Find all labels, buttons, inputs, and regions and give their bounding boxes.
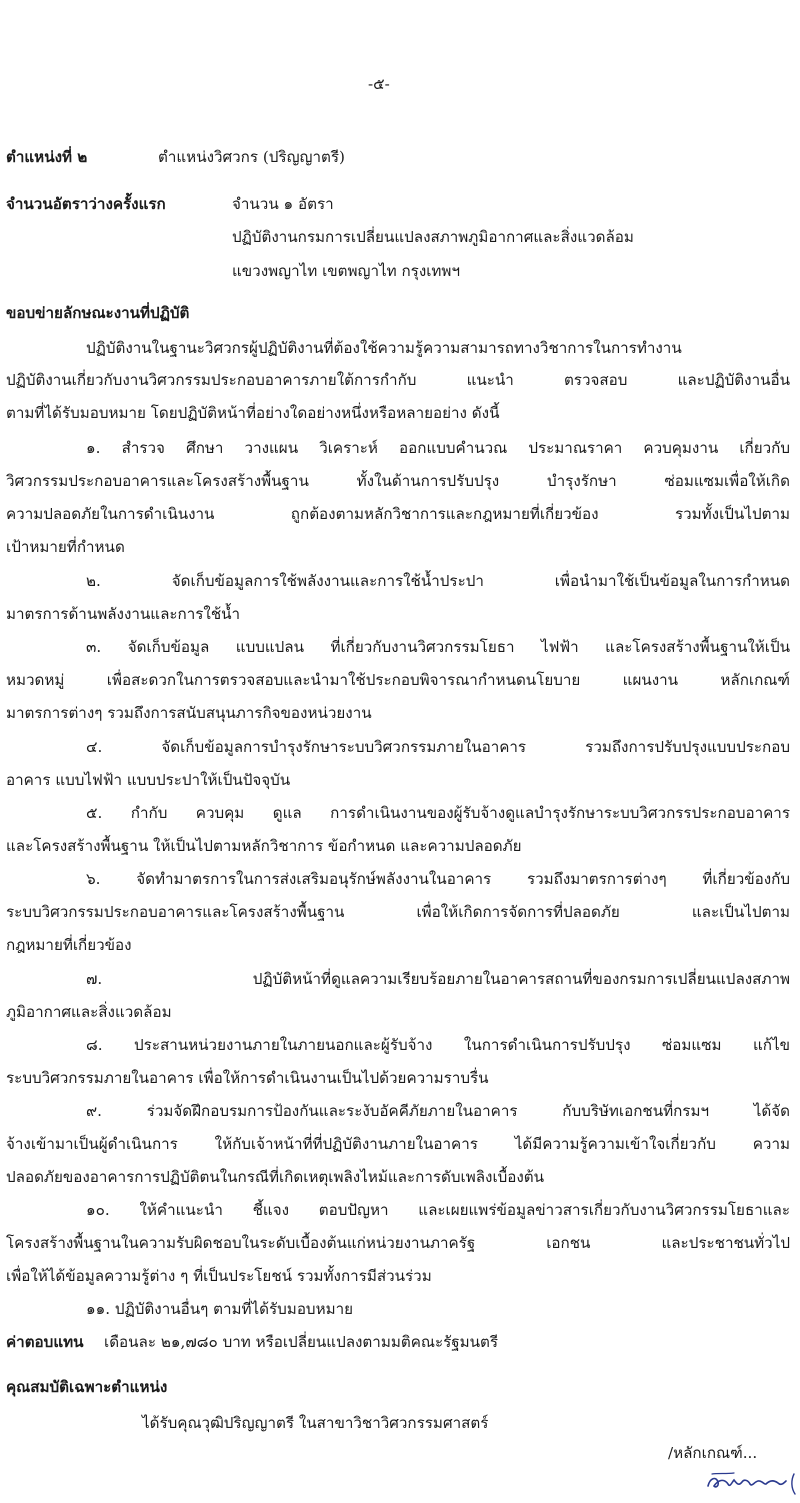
qualification-heading: คุณสมบัติเฉพาะตำแหน่ง bbox=[6, 1378, 168, 1396]
scope-item: ๒. จัดเก็บข้อมูลการใช้พลังงานและการใช้น้ำประปา เพื่อนำมาใช้เป็นข้อมูลในการกำหนด bbox=[86, 572, 790, 590]
position-title: ตำแหน่งวิศวกร (ปริญญาตรี) bbox=[158, 148, 345, 166]
scope-line: กฎหมายที่เกี่ยวข้อง bbox=[6, 936, 132, 954]
vacancy-place-2: แขวงพญาไท เขตพญาไท กรุงเทพฯ bbox=[232, 262, 460, 280]
scope-line: หมวดหมู่ เพื่อสะดวกในการตรวจสอบและนำมาใช้ประกอบพิจารณากำหนดนโยบาย แผนงาน หลักเกณฑ์ bbox=[6, 671, 790, 689]
signature-mark bbox=[704, 1466, 800, 1496]
scope-item: ๔. จัดเก็บข้อมูลการบำรุงรักษาระบบวิศวกรรมภายในอาคาร รวมถึงการปรับปรุงแบบประกอบ bbox=[86, 738, 790, 756]
vacancy-place-1: ปฏิบัติงานกรมการเปลี่ยนแปลงสภาพภูมิอากาศและสิ่งแวดล้อม bbox=[232, 228, 634, 246]
scope-item: ๑. สำรวจ ศึกษา วางแผน วิเคราะห์ ออกแบบคำนวณ ประมาณราคา ควบคุมงาน เกี่ยวกับ bbox=[86, 439, 790, 457]
page-number: -๕- bbox=[368, 75, 390, 93]
scope-line: วิศวกรรมประกอบอาคารและโครงสร้างพื้นฐาน ทั้งในด้านการปรับปรุง บำรุงรักษา ซ่อมแซมเพื่อให้เกิด bbox=[6, 472, 790, 490]
scope-line: ระบบวิศวกรรมประกอบอาคารและโครงสร้างพื้นฐาน เพื่อให้เกิดการจัดการที่ปลอดภัย และเป็นไปตาม bbox=[6, 903, 790, 921]
scope-heading: ขอบข่ายลักษณะงานที่ปฏิบัติ bbox=[6, 304, 190, 322]
position-label: ตำแหน่งที่ ๒ bbox=[6, 148, 88, 166]
scope-item: ๙. ร่วมจัดฝึกอบรมการป้องกันและระงับอัคคีภัยภายในอาคาร กับบริษัทเอกชนที่กรมฯ ได้จัด bbox=[86, 1102, 790, 1120]
scope-line: จ้างเข้ามาเป็นผู้ดำเนินการ ให้กับเจ้าหน้าที่ที่ปฏิบัติงานภายในอาคาร ได้มีความรู้ความเข้าใจเกี่ยวกับ ความ bbox=[6, 1135, 790, 1153]
scope-line: และโครงสร้างพื้นฐาน ให้เป็นไปตามหลักวิชาการ ข้อกำหนด และความปลอดภัย bbox=[6, 837, 522, 855]
vacancy-label: จำนวนอัตราว่างครั้งแรก bbox=[6, 195, 166, 213]
scope-item: ๑๑. ปฏิบัติงานอื่นๆ ตามที่ได้รับมอบหมาย bbox=[86, 1300, 354, 1318]
scope-line: ความปลอดภัยในการดำเนินงาน ถูกต้องตามหลักวิชาการและกฎหมายที่เกี่ยวข้อง รวมทั้งเป็นไปตาม bbox=[6, 505, 790, 523]
scope-item: ๖. จัดทำมาตรการในการส่งเสริมอนุรักษ์พลังงานในอาคาร รวมถึงมาตรการต่างๆ ที่เกี่ยวข้องกับ bbox=[86, 870, 790, 888]
scope-line: ระบบวิศวกรรมภายในอาคาร เพื่อให้การดำเนินงานเป็นไปด้วยความราบรื่น bbox=[6, 1069, 489, 1087]
continued-marker: /หลักเกณฑ์... bbox=[668, 1444, 758, 1462]
scope-item: ๓. จัดเก็บข้อมูล แบบแปลน ที่เกี่ยวกับงานวิศวกรรมโยธา ไฟฟ้า และโครงสร้างพื้นฐานให้เป็น bbox=[86, 638, 790, 656]
scope-item: ๗. ปฏิบัติหน้าที่ดูแลความเรียบร้อยภายในอาคารสถานที่ของกรมการเปลี่ยนแปลงสภาพ bbox=[86, 970, 790, 988]
scope-line: ปฏิบัติงานในฐานะวิศวกรผู้ปฏิบัติงานที่ต้องใช้ความรู้ความสามารถทางวิชาการในการทำงาน bbox=[86, 339, 682, 357]
scope-line: ตามที่ได้รับมอบหมาย โดยปฏิบัติหน้าที่อย่างใดอย่างหนึ่งหรือหลายอย่าง ดังนี้ bbox=[6, 404, 500, 422]
scope-line: มาตรการด้านพลังงานและการใช้น้ำ bbox=[6, 605, 241, 623]
scope-line: โครงสร้างพื้นฐานในความรับผิดชอบในระดับเบื้องต้นแก่หน่วยงานภาครัฐ เอกชน และประชาชนทั่วไป bbox=[6, 1234, 790, 1252]
scope-line: ปลอดภัยของอาคารการปฏิบัติตนในกรณีที่เกิดเหตุเพลิงไหม้และการดับเพลิงเบื้องต้น bbox=[6, 1168, 545, 1186]
scope-line: อาคาร แบบไฟฟ้า แบบประปาให้เป็นปัจจุบัน bbox=[6, 771, 291, 789]
salary-text: เดือนละ ๒๑,๗๘๐ บาท หรือเปลี่ยนแปลงตามมติคณะรัฐมนตรี bbox=[104, 1333, 499, 1351]
scope-line: เพื่อให้ได้ข้อมูลความรู้ต่าง ๆ ที่เป็นประโยชน์ รวมทั้งการมีส่วนร่วม bbox=[6, 1267, 432, 1285]
scope-item: ๘. ประสานหน่วยงานภายในภายนอกและผู้รับจ้าง ในการดำเนินการปรับปรุง ซ่อมแซม แก้ไข bbox=[86, 1036, 790, 1054]
vacancy-count: จำนวน ๑ อัตรา bbox=[232, 195, 334, 213]
salary-label: ค่าตอบแทน bbox=[6, 1333, 84, 1351]
scope-item: ๑๐. ให้คำแนะนำ ชี้แจง ตอบปัญหา และเผยแพร่ข้อมูลข่าวสารเกี่ยวกับงานวิศวกรรมโยธาและ bbox=[86, 1201, 790, 1219]
scope-line: ปฏิบัติงานเกี่ยวกับงานวิศวกรรมประกอบอาคารภายใต้การกำกับ แนะนำ ตรวจสอบ และปฏิบัติงานอื่น bbox=[6, 371, 790, 389]
scope-line: มาตรการต่างๆ รวมถึงการสนับสนุนภารกิจของหน่วยงาน bbox=[6, 704, 372, 722]
scope-item: ๕. กำกับ ควบคุม ดูแล การดำเนินงานของผู้รับจ้างดูแลบำรุงรักษาระบบวิศวกรรประกอบอาคาร bbox=[86, 804, 790, 822]
scope-line: ภูมิอากาศและสิ่งแวดล้อม bbox=[6, 1003, 172, 1021]
qualification-text: ได้รับคุณวุฒิปริญญาตรี ในสาขาวิชาวิศวกรรมศาสตร์ bbox=[142, 1414, 489, 1432]
scope-line: เป้าหมายที่กำหนด bbox=[6, 538, 125, 556]
